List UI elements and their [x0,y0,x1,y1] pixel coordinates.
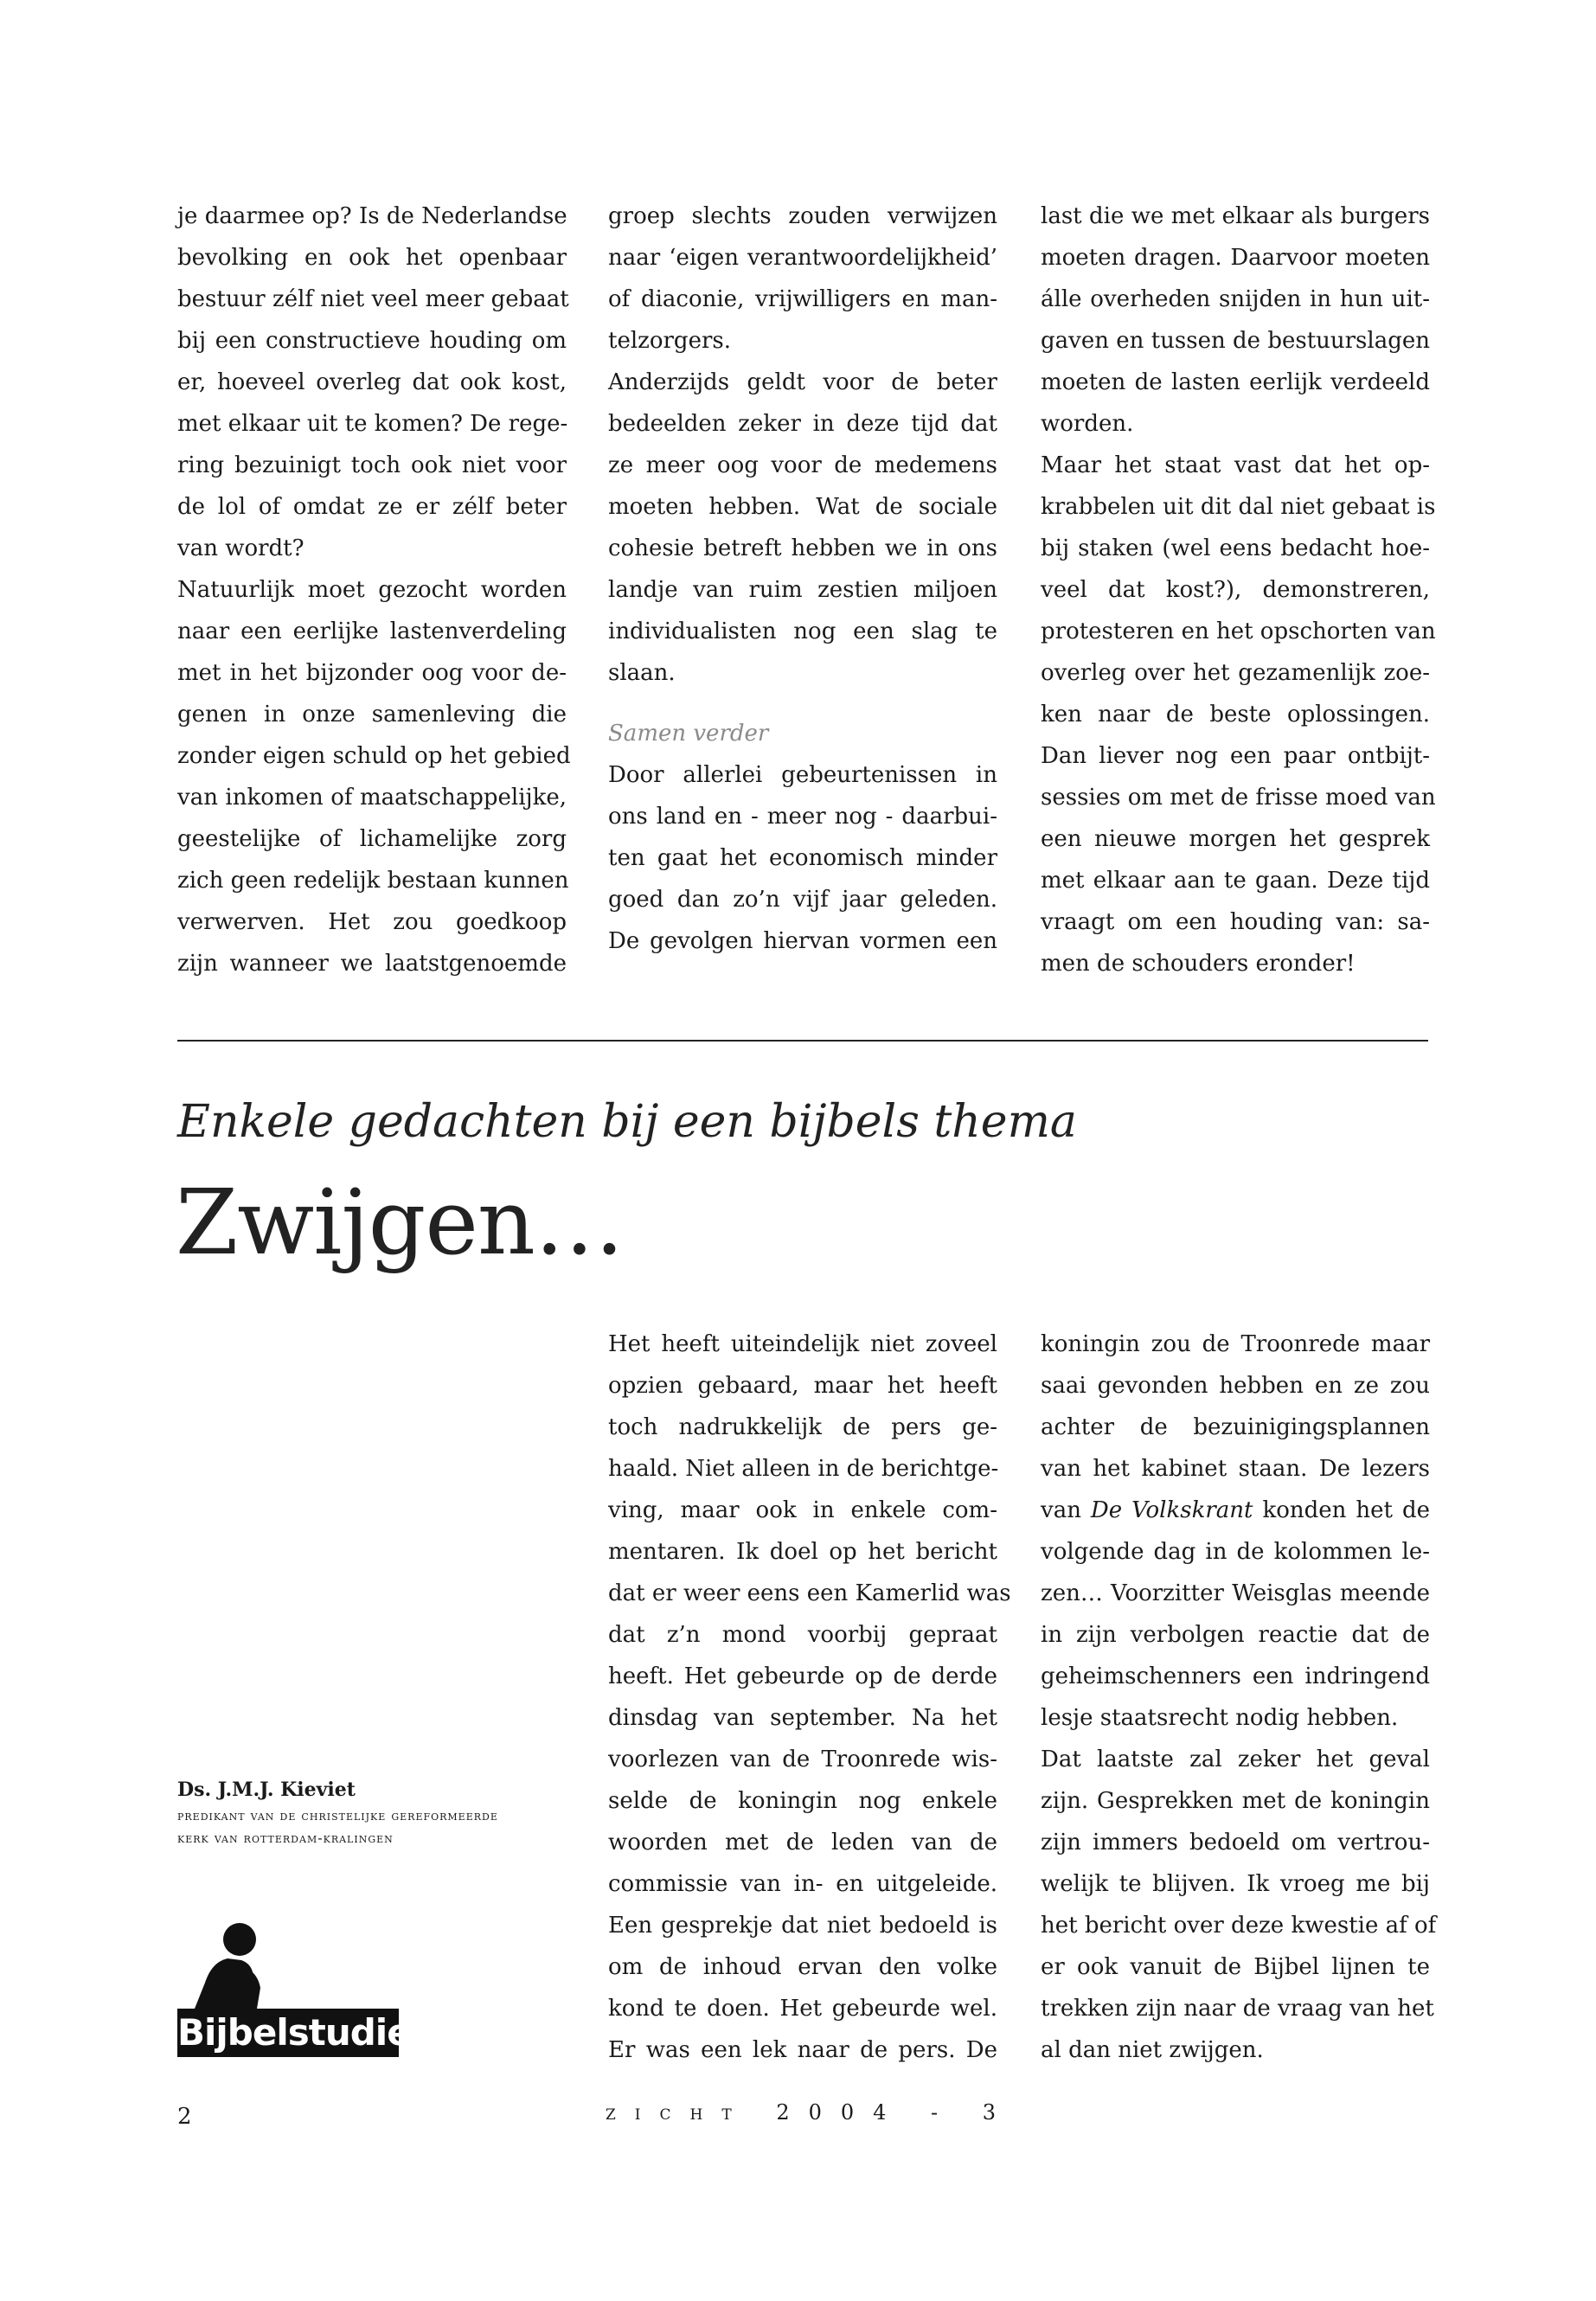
text-line: bij een constructieve houding om [177,328,567,354]
text-line: er ook vanuit de Bijbel lijnen te [1041,1954,1430,1980]
text-line: individualisten nog een slag te [608,619,997,644]
paragraph [177,195,567,569]
text-line: voorlezen van de Troonrede wis- [608,1747,997,1772]
author-role-line-1: predikant van de christelijke gereformeerde [177,1807,498,1823]
text-line: ons land en - meer nog - daarbui- [608,804,997,830]
text-line: dinsdag van september. Na het [608,1705,997,1731]
text-line: ten gaat het economisch minder [608,845,997,871]
text-line: met in het bijzonder oog voor de- [177,660,567,686]
text-line: goed dan zo’n vijf jaar geleden. [608,887,997,913]
article-column-3 [1041,1324,1437,2071]
text-line: Door allerlei gebeurtenissen in [608,762,997,788]
text-line: landje van ruim zestien miljoen [608,577,997,603]
text-line: genen in onze samenleving die [177,702,567,727]
text-line: veel dat kost?), demonstreren, [1041,577,1430,603]
text-line: woorden met de leden van de [608,1830,997,1856]
text-line: toch nadrukkelijk de pers ge- [608,1414,997,1440]
author-role-line-2: kerk van rotterdam-kralingen [177,1830,394,1846]
text-line: ze meer oog voor de medemens [608,452,997,478]
text-line: De gevolgen hiervan vormen een [608,928,997,954]
paragraph [608,195,997,362]
text-line: met elkaar uit te komen? De rege- [177,411,568,437]
text-line: worden. [1041,411,1134,437]
paragraph [608,362,997,694]
text-line: telzorgers. [608,328,731,354]
text-line: geestelijke of lichamelijke zorg [177,826,567,852]
article-title: Zwijgen… [176,1170,624,1275]
page-number: 2 [177,2104,192,2130]
section-heading: Samen verder [608,721,769,747]
text-line: zen… Voorzitter Weisglas meende [1041,1580,1430,1606]
text-line: álle overheden snijden in hun uit- [1041,286,1430,312]
text-line: verwerven. Het zou goedkoop [177,909,567,935]
text-line: opzien gebaard, maar het heeft [608,1373,997,1399]
text-line: overleg over het gezamenlijk zoe- [1041,660,1430,686]
text-line: slaan. [608,660,676,686]
text-line: de lol of omdat ze er zélf beter [177,494,567,520]
text-line: bestuur zélf niet veel meer gebaat [177,286,569,312]
text-line: Natuurlijk moet gezocht worden [177,577,567,603]
text-line: zich geen redelijk bestaan kunnen [177,868,569,894]
text-line: naar een eerlijke lastenverdeling [177,619,567,644]
text-line: Maar het staat vast dat het op- [1041,452,1430,478]
text-line: in zijn verbolgen reactie dat de [1041,1622,1430,1648]
text-line: mentaren. Ik doel op het bericht [608,1539,997,1565]
text-line: trekken zijn naar de vraag van het [1041,1996,1434,2022]
text-line: een nieuwe morgen het gesprek [1041,826,1430,852]
text-line: krabbelen uit dit dal niet gebaat is [1041,494,1436,520]
article-column-2 [608,1324,1011,2071]
text-line: saai gevonden hebben en ze zou [1041,1373,1430,1399]
text-line: zonder eigen schuld op het gebied [177,743,571,769]
text-line: selde de koningin nog enkele [608,1788,997,1814]
text-line: dat z’n mond voorbij gepraat [608,1622,997,1648]
text-line: zijn. Gesprekken met de koningin [1041,1788,1430,1814]
paragraph [1041,195,1430,445]
text-line: zijn wanneer we laatstgenoemde [177,951,567,977]
text-line: koningin zou de Troonrede maar [1041,1331,1430,1357]
text-line: haald. Niet alleen in de berichtge- [608,1456,999,1482]
paragraph [177,569,571,984]
text-line: naar ‘eigen verantwoordelijkheid’ [608,245,997,271]
top-column-2 [608,195,997,962]
text-line: al dan niet zwijgen. [1041,2037,1264,2063]
top-column-3 [1041,195,1436,984]
text-line: van inkomen of maatschappelijke, [177,785,567,811]
top-column-1 [177,195,571,984]
text-line: commissie van in- en uitgeleide. [608,1871,997,1897]
text-line: geheimschenners een indringend [1041,1663,1430,1689]
text-line: Dat laatste zal zeker het geval [1041,1747,1430,1772]
text-line: achter de bezuinigingsplannen [1041,1414,1430,1440]
text-line: bevolking en ook het openbaar [177,245,567,271]
author-role [177,1804,575,1849]
text-line: Er was een lek naar de pers. De [608,2037,997,2063]
text-line: welijk te blijven. Ik vroeg me bij [1041,1871,1430,1897]
text-line: moeten dragen. Daarvoor moeten [1041,245,1430,271]
text-line: met elkaar aan te gaan. Deze tijd [1041,868,1430,894]
text-line: gaven en tussen de bestuurslagen [1041,328,1430,354]
text-line: men de schouders eronder! [1041,951,1356,977]
newspaper-name: De Volkskrant [1090,1497,1253,1523]
text-line: vraagt om een houding van: sa- [1041,909,1430,935]
bijbelstudie-logo [177,1922,411,2057]
author-block [177,1775,575,1849]
text-line: Dan liever nog een paar ontbijt- [1041,743,1430,769]
text-line: moeten de lasten eerlijk verdeeld [1041,369,1430,395]
text-line: ving, maar ook in enkele com- [608,1497,997,1523]
text-line: Het heeft uiteindelijk niet zoveel [608,1331,997,1357]
paragraph [608,754,997,962]
text-line: cohesie betreft hebben we in ons [608,535,997,561]
article-kicker: Enkele gedachten bij een bijbels thema [177,1096,1077,1148]
section-divider [177,1040,1428,1042]
text-line: Een gesprekje dat niet bedoeld is [608,1913,997,1939]
text-line: bedeelden zeker in deze tijd dat [608,411,997,437]
bijbelstudie-label: Bijbelstudie [177,2009,399,2057]
text-line: Anderzijds geldt voor de beter [608,369,997,395]
paragraph [608,1324,1011,2071]
text-line: van wordt? [177,535,304,561]
text-line: bij staken (wel eens bedacht hoe- [1041,535,1430,561]
text-line: van De Volkskrant konden het de [1041,1497,1430,1523]
masthead: zicht 2004 - 3 [606,2100,1016,2125]
text-line: last die we met elkaar als burgers [1041,203,1430,229]
text-line: er, hoeveel overleg dat ook kost, [177,369,567,395]
text-line: groep slechts zouden verwijzen [608,203,997,229]
text-line: heeft. Het gebeurde op de derde [608,1663,997,1689]
text-line: sessies om met de frisse moed van [1041,785,1436,811]
text-line: om de inhoud ervan den volke [608,1954,997,1980]
paragraph [1041,445,1436,984]
text-line: volgende dag in de kolommen le- [1041,1539,1430,1565]
text-line: ring bezuinigt toch ook niet voor [177,452,567,478]
text-line: dat er weer eens een Kamerlid was [608,1580,1011,1606]
text-line: moeten hebben. Wat de sociale [608,494,997,520]
text-line: of diaconie, vrijwilligers en man- [608,286,997,312]
text-line: protesteren en het opschorten van [1041,619,1436,644]
text-line: lesje staatsrecht nodig hebben. [1041,1705,1399,1731]
text-line: kond te doen. Het gebeurde wel. [608,1996,997,2022]
text-line: van het kabinet staan. De lezers [1041,1456,1430,1482]
text-line: het bericht over deze kwestie af of [1041,1913,1437,1939]
reading-figure-icon [177,1922,399,2017]
author-name: Ds. J.M.J. Kieviet [177,1779,356,1801]
text-line: zijn immers bedoeld om vertrou- [1041,1830,1430,1856]
text-line: je daarmee op? Is de Nederlandse [177,203,567,229]
text-line: ken naar de beste oplossingen. [1041,702,1430,727]
